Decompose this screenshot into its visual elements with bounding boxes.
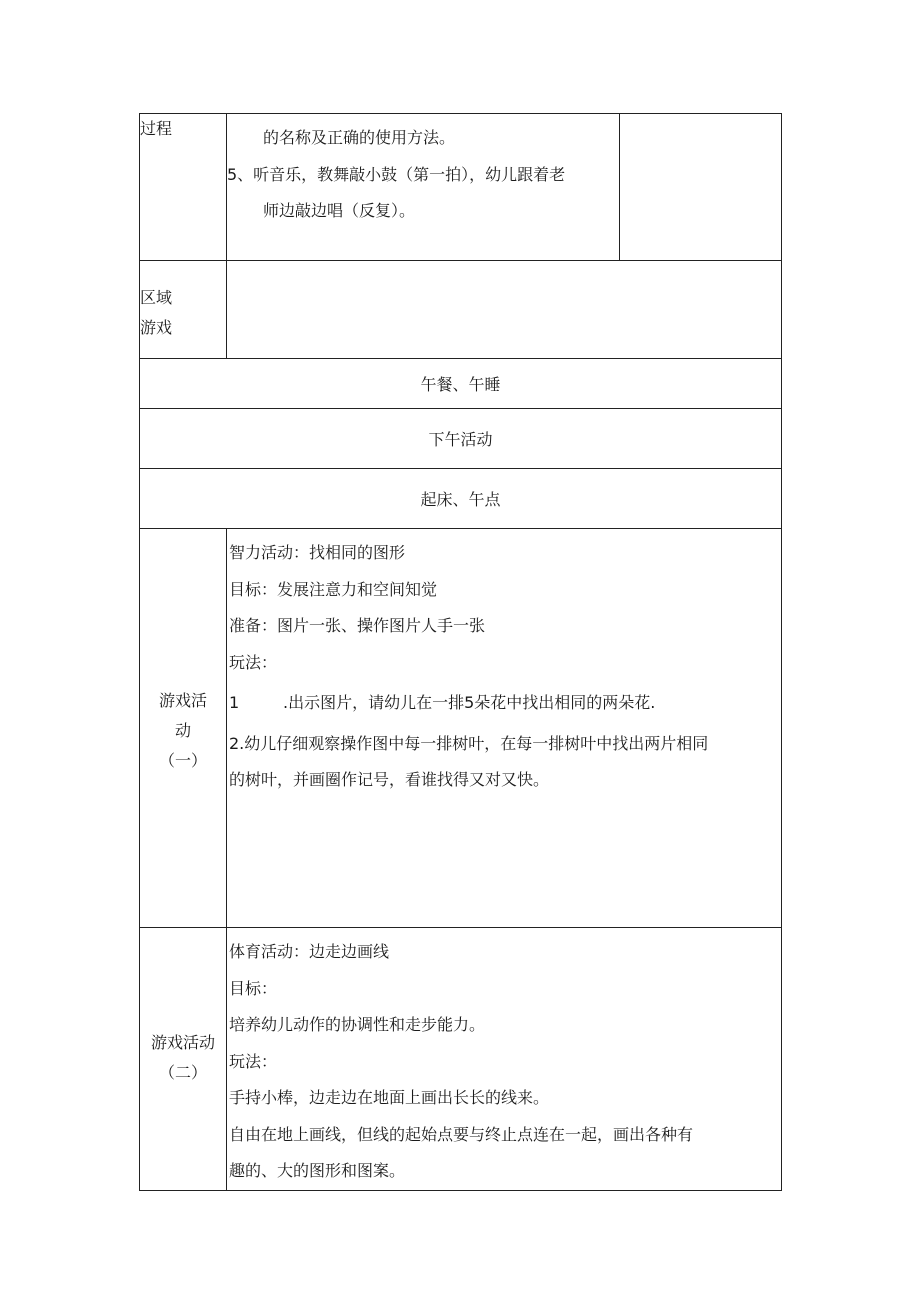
game2-goal-text: 培养幼儿动作的协调性和走步能力。 xyxy=(229,1015,486,1034)
area-game-label-line2: 游戏 xyxy=(140,318,173,337)
game1-step1 xyxy=(229,685,781,722)
area-game-label-cell xyxy=(140,261,227,359)
wakeup-cell xyxy=(140,469,782,529)
game1-play-label: 玩法： xyxy=(229,652,278,672)
activity-plan-table xyxy=(139,113,782,1191)
afternoon-row xyxy=(140,409,782,469)
game2-label-line1: 游戏活动 xyxy=(150,1033,215,1052)
game2-content-cell xyxy=(227,928,782,1191)
game1-step2-line1: 2.幼儿仔细观察操作图中每一排树叶，在每一排树叶中找出两片相同 xyxy=(229,733,709,753)
area-game-content-cell xyxy=(227,261,782,359)
game1-step2-line2: 的树叶，并画圈作记号，看谁找得又对又快。 xyxy=(229,770,550,789)
game2-title: 体育活动：边走边画线 xyxy=(229,942,390,961)
afternoon-cell xyxy=(140,409,782,469)
area-game-label-line1: 区域 xyxy=(140,288,173,307)
game2-play-line2: 自由在地上画线，但线的起始点要与终止点连在一起，画出各种有 xyxy=(229,1124,694,1144)
game2-play-line3: 趣的、大的图形和图案。 xyxy=(229,1161,406,1180)
process-content-cell xyxy=(227,114,620,261)
game1-prep: 准备：图片一张、操作图片人手一张 xyxy=(229,616,486,635)
game2-play-label: 玩法： xyxy=(229,1051,278,1071)
process-label-cell xyxy=(140,114,227,261)
game2-label-line2: （二） xyxy=(158,1063,207,1082)
game2-row xyxy=(140,928,782,1191)
game1-label-line1: 游戏活 xyxy=(158,691,207,710)
game1-label-line2: 动 xyxy=(174,721,191,740)
game2-goal-label: 目标： xyxy=(229,978,278,998)
wakeup-label: 起床、午点 xyxy=(420,490,501,509)
game1-label-cell xyxy=(140,529,227,928)
process-row xyxy=(140,114,782,261)
lunch-cell xyxy=(140,359,782,409)
process-notes-cell xyxy=(620,114,782,261)
game1-content-cell xyxy=(227,529,782,928)
lunch-row xyxy=(140,359,782,409)
game1-title: 智力活动：找相同的图形 xyxy=(229,543,406,562)
game1-step1-number: 1 xyxy=(229,693,240,712)
afternoon-label: 下午活动 xyxy=(428,430,493,449)
process-label: 过程 xyxy=(140,119,173,138)
game1-label-line3: （一） xyxy=(158,751,207,770)
process-line-1: 的名称及正确的使用方法。 xyxy=(263,128,456,147)
game1-step1-text: .出示图片，请幼儿在一排5朵花中找出相同的两朵花. xyxy=(283,693,656,712)
game1-row xyxy=(140,529,782,928)
game2-play-line1: 手持小棒，边走边在地面上画出长长的线来。 xyxy=(229,1088,550,1107)
game1-goal: 目标：发展注意力和空间知觉 xyxy=(229,579,438,599)
lunch-label: 午餐、午睡 xyxy=(420,375,501,394)
area-game-row xyxy=(140,261,782,359)
wakeup-row xyxy=(140,469,782,529)
process-line-2: 5、听音乐，教舞敲小鼓（第一拍），幼儿跟着老 xyxy=(227,164,566,184)
process-line-3: 师边敲边唱（反复）。 xyxy=(263,201,416,220)
game2-label-cell xyxy=(140,928,227,1191)
